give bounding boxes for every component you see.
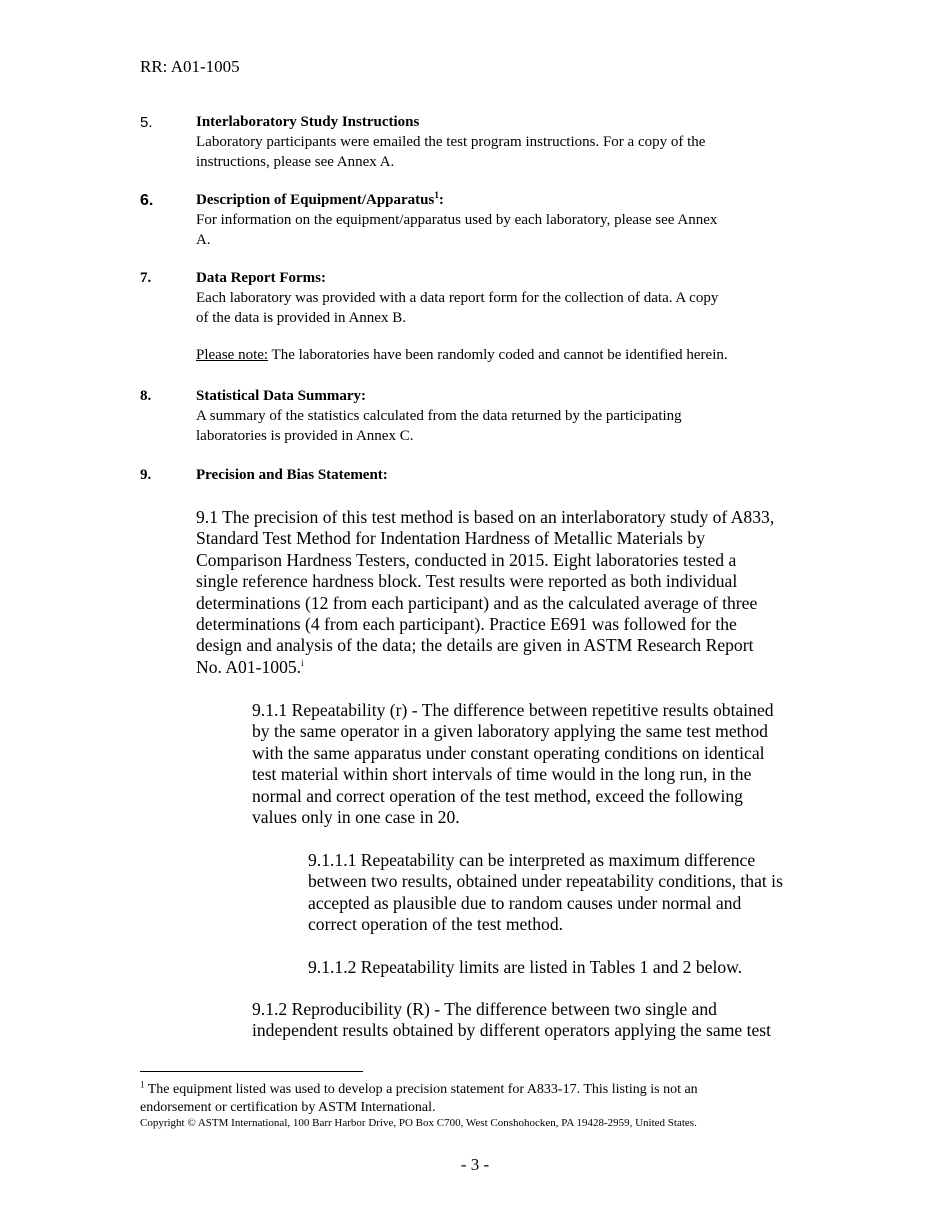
section-number: 5. xyxy=(140,114,153,131)
section-number: 6. xyxy=(140,192,154,209)
footnote xyxy=(140,1081,698,1117)
paragraph-9-1-1: 9.1.1 Repeatability (r) - The difference between repetitive results obtained by the same operator in a given laboratory applying the same test method with the same apparatus under constant operating conditions on identical test material within short intervals of time would in the long run, in the normal and correct operation of the test method, exceed the following values only in one case in 20. xyxy=(252,700,774,828)
section-title: Statistical Data Summary: xyxy=(196,388,366,404)
section-title-suffix: : xyxy=(438,192,444,208)
section-title: Interlaboratory Study Instructions xyxy=(196,114,420,130)
footnote-marker: 1 xyxy=(140,1079,145,1090)
please-note xyxy=(196,347,728,364)
paragraph-text: 9.1 The precision of this test method is based on an interlaboratory study of A833, Standard Test Method for Indentation Hardness of Metallic Materials by Comparison Hardness Testers, conducted in 2015. Eight laboratories tested a single reference hardness block. Test results were reported as both individual determinations (12 from each participant) and as the calculated average of three determinations (4 from each participant). Practice E691 was followed for the design and analysis of the data; the details are given in ASTM Research Report No. A01-1005. xyxy=(196,507,775,677)
section-number: 9. xyxy=(140,467,152,483)
endnote-ref: i xyxy=(301,657,304,668)
paragraph-9-1-2: 9.1.2 Reproducibility (R) - The difference between two single and independent results obtained by different operators applying the same test xyxy=(252,999,772,1041)
section-body: Each laboratory was provided with a data report form for the collection of data. A copy of the data is provided in Annex B. xyxy=(196,290,719,326)
section-body: Laboratory participants were emailed the test program instructions. For a copy of the instructions, please see Annex A. xyxy=(196,134,706,170)
footnote-ref: 1 xyxy=(434,190,439,200)
paragraph-9-1 xyxy=(196,507,774,678)
section-number: 8. xyxy=(140,388,152,404)
section-title-text: Description of Equipment/Apparatus xyxy=(196,192,435,208)
section-title: Data Report Forms: xyxy=(196,270,326,286)
section-title xyxy=(196,192,444,209)
paragraph-9-1-1-1: 9.1.1.1 Repeatability can be interpreted as maximum difference between two results, obtained under repeatability conditions, that is accepted as plausible due to random causes under normal and correct operation of the test method. xyxy=(308,850,783,935)
paragraph-9-1-1-2: 9.1.1.2 Repeatability limits are listed in Tables 1 and 2 below. xyxy=(308,957,743,977)
section-body: A summary of the statistics calculated from the data returned by the participating laboratories is provided in Annex C. xyxy=(196,408,682,444)
report-id-header: RR: A01-1005 xyxy=(140,57,240,76)
section-number: 7. xyxy=(140,270,152,286)
page-number: - 3 - xyxy=(460,1155,490,1174)
footnote-text: The equipment listed was used to develop a precision statement for A833-17. This listing is not an endorsement or certification by ASTM International. xyxy=(140,1082,698,1115)
section-title: Precision and Bias Statement: xyxy=(196,467,388,483)
footnote-divider xyxy=(140,1071,363,1072)
please-note-text: The laboratories have been randomly coded and cannot be identified herein. xyxy=(268,347,728,363)
section-body: For information on the equipment/apparatus used by each laboratory, please see Annex A. xyxy=(196,212,718,248)
please-note-label: Please note: xyxy=(196,347,269,363)
copyright-notice: Copyright © ASTM International, 100 Barr Harbor Drive, PO Box C700, West Conshohocken, PA 19428-2959, United States. xyxy=(140,1117,697,1129)
